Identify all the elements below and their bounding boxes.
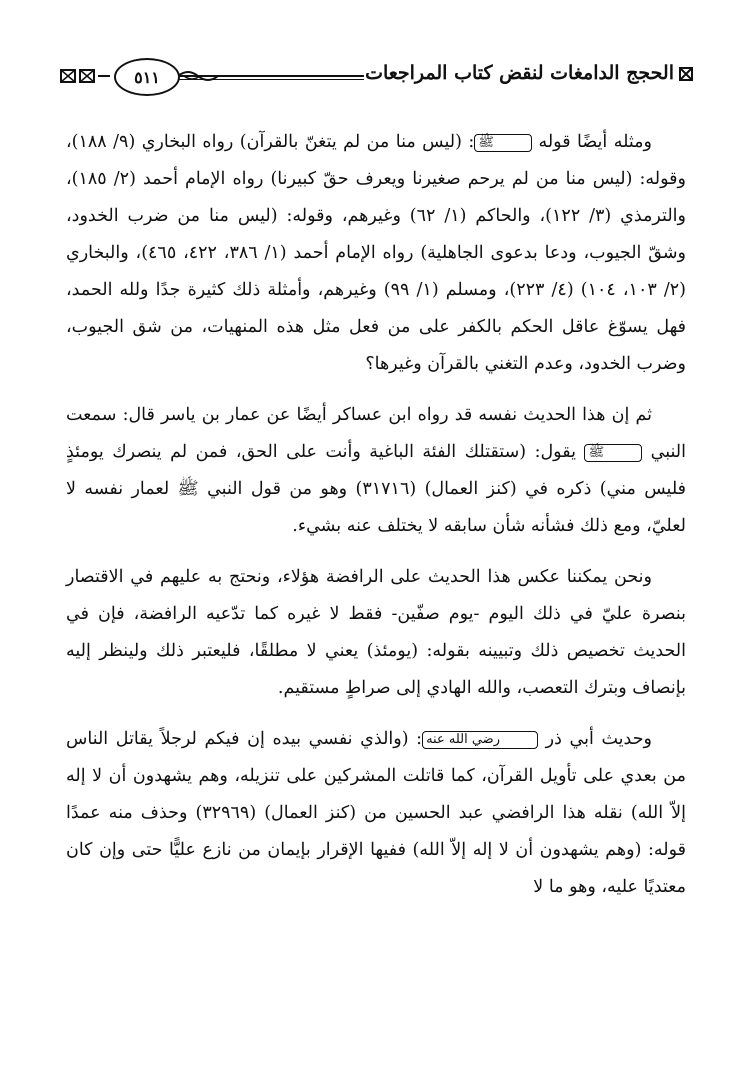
page-header — [56, 56, 694, 100]
text-run: : (والذي نفسي بيده إن فيكم لرجلاً يقاتل الناس من بعدي على تأويل القرآن، كما قاتلت المشركين على تنزيله، وهم يشهدون أن لا إله إلاّ الله) نقله هذا الرافضي عبد الحسين من (كنز العمال) (٣٢٩٦٩) وحذف منه عمدًا قوله: (وهم يشهدون أن لا إله إلاّ الله) ففيها الإقرار بإيمان من نازع عليًّا حتى وإن كان معتديًا عليه، وهو ما لا — [66, 729, 686, 897]
honorific-glyph: ﷺ — [474, 134, 532, 152]
ornament-left-icon — [60, 68, 110, 84]
page-number: ٥١١ — [114, 58, 180, 96]
running-title: الحجج الدامغات لنقض كتاب المراجعات — [365, 62, 674, 84]
text-run: ونحن يمكننا عكس هذا الحديث على الرافضة هؤلاء، ونحتج به عليهم في الاقتصار بنصرة عليّ في ذلك اليوم -يوم صفّين- فقط لا غيره كما تدّعيه الرافضة، فإن في الحديث تخصيص ذلك وتبيينه بقوله: (يومئذ) يعني لا مطلقًا، فليعتبر ذلك ولينظر إليه بإنصاف وبترك التعصب، والله الهادي إلى صراطٍ مستقيم. — [66, 567, 686, 698]
ornament-icon — [678, 66, 694, 82]
paragraph-2 — [66, 397, 686, 545]
text-run: ثم إن هذا الحديث نفسه قد رواه ابن عساكر أيضًا عن عمار بن ياسر قال: سمعت النبي — [66, 405, 686, 462]
text-run: ومثله أيضًا قوله — [532, 132, 652, 152]
flourish-icon — [178, 68, 218, 84]
page-body — [66, 124, 686, 906]
text-run: : (ليس منا من لم يتغنّ بالقرآن) رواه البخاري (٩/ ١٨٨)، وقوله: (ليس منا من لم يرحم صغيرنا ويعرف حقّ كبيرنا) رواه الإمام أحمد (٢/ ١٨٥)، والترمذي (٣/ ١٢٢)، والحاكم (١/ ٦٢) وغيرهم، وقوله: (ليس منا من ضرب الخدود، وشقّ الجيوب، ودعا بدعوى الجاهلية) رواه الإمام أحمد (١/ ٣٨٦، ٤٢٢، ٤٦٥)، والبخاري (٢/ ١٠٣، ١٠٤) (٤/ ٢٢٣)، ومسلم (١/ ٩٩) وغيرهم، وأمثلة ذلك كثيرة جدًا ولله الحمد، فهل يسوّغ عاقل الحكم بالكفر على من فعل مثل هذه المنهيات، من شق الجيوب، وضرب الخدود، وعدم التغني بالقرآن وغيرها؟ — [66, 132, 686, 374]
honorific-glyph: ﷺ — [584, 444, 642, 462]
paragraph-3 — [66, 559, 686, 707]
paragraph-1 — [66, 124, 686, 383]
paragraph-4 — [66, 721, 686, 906]
text-run: يقول: (ستقتلك الفئة الباغية وأنت على الحق، فمن لم ينصرك يومئذٍ فليس مني) ذكره في (كنز العمال) (٣١٧١٦) وهو من قول النبي ﷺ لعمار نفسه لا لعليّ، ومع ذلك فشأنه شأن سابقه لا يختلف عنه بشيء. — [66, 442, 686, 536]
honorific-glyph: رضي الله عنه — [422, 731, 538, 749]
text-run: وحديث أبي ذر — [538, 729, 652, 749]
